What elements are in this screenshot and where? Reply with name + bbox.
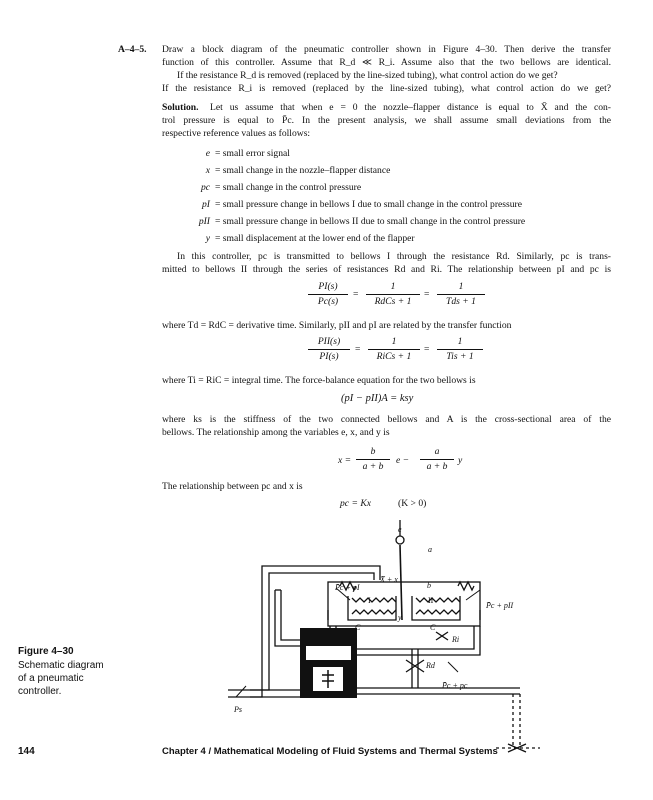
eq2-rhs-den: Tis + 1 (446, 351, 474, 362)
bellows1-label: I (368, 596, 371, 605)
page-number: 144 (18, 746, 35, 757)
eq2-mid-den: RiCs + 1 (376, 351, 412, 362)
def-symbol: pI (202, 199, 210, 210)
problem-line-1: Draw a block diagram of the pneumatic controller shown in Figure 4–30. Then derive the transfer (162, 44, 611, 55)
bellows2-label: II (428, 596, 434, 605)
eq1-mid-num: 1 (390, 281, 396, 292)
def-symbol: e (205, 148, 210, 159)
where-3-line-2: bellows. The relationship among the variables e, x, and y is (162, 427, 390, 438)
equals-sign: = (424, 344, 430, 355)
def-symbol: pII (198, 216, 210, 227)
def-text: = small change in the nozzle–flapper distance (215, 165, 391, 176)
def-symbol: x (205, 165, 210, 176)
eq2-lhs-den: PI(s) (319, 351, 339, 362)
eq2-mid-num: 1 (391, 336, 397, 347)
capacitance1-label: C (355, 623, 361, 632)
equals-sign: = (424, 289, 430, 300)
capacitance2-label: C (430, 623, 436, 632)
eq4-frac2-num: a (434, 446, 440, 457)
def-text: = small error signal (215, 148, 290, 159)
supply-pressure-label: Ps (234, 705, 242, 714)
equation-5-condition: (K > 0) (398, 498, 427, 509)
error-signal-label: e (398, 525, 402, 534)
equals-sign: = (353, 289, 359, 300)
figure-caption-title: Figure 4–30 (18, 646, 74, 657)
eq2-lhs-num: PII(s) (317, 336, 341, 347)
def-text: = small change in the control pressure (215, 182, 362, 193)
problem-line-4: If the resistance R_i is removed (replaced by the line-sized tubing), what control action do we get? (162, 83, 611, 94)
equation-5: pc = Kx (340, 498, 371, 509)
solution-intro-1: Let us assume that when e = 0 the nozzle–flapper distance is equal to X̄ and the con- (210, 102, 611, 113)
displacement-y-label: y (398, 613, 402, 622)
figure-caption-line: of a pneumatic (18, 673, 84, 684)
figure-caption-line: controller. (18, 686, 62, 697)
eq4-mid: e − (396, 455, 410, 466)
eq4-lhs: x = (338, 455, 352, 466)
eq4-frac1-den: a + b (362, 461, 384, 472)
problem-number: A–4–5. (118, 44, 147, 55)
nozzle-gap-label: X̄ + x (380, 575, 398, 584)
relation-text: The relationship between pc and x is (162, 481, 303, 492)
eq4-frac1-num: b (370, 446, 376, 457)
eq4-frac2-den: a + b (426, 461, 448, 472)
def-text: = small pressure change in bellows I due to small change in the control pressure (215, 199, 522, 210)
para1-line-2: mitted to bellows II through the series of resistances Rd and Ri. The relationship between pI and pc is (162, 264, 611, 275)
where-1: where Td = RdC = derivative time. Similarly, pII and pI are related by the transfer function (162, 320, 512, 331)
lever-b-label: b (427, 581, 431, 590)
solution-intro-3: respective reference values as follows: (162, 128, 311, 139)
eq2-rhs-num: 1 (457, 336, 463, 347)
bellows2-pressure-label: P̄c + pII (486, 601, 514, 610)
solution-intro-2: trol pressure is equal to P̄c. In the present analysis, we shall assume small deviations from the (162, 115, 611, 126)
resistance-rd-label: Rd (426, 661, 435, 670)
eq1-mid-den: RdCs + 1 (374, 296, 412, 307)
def-text: = small pressure change in bellows II due to small change in the control pressure (215, 216, 526, 227)
equation-3: (pI − pII)A = ksy (341, 393, 414, 404)
solution-heading: Solution. (162, 102, 199, 113)
def-text: = small displacement at the lower end of the flapper (215, 233, 415, 244)
eq1-lhs-num: PI(s) (318, 281, 338, 292)
problem-line-3: If the resistance R_d is removed (replaced by the line-sized tubing), what control action do we get? (177, 70, 558, 81)
chapter-footer: Chapter 4 / Mathematical Modeling of Fluid Systems and Thermal Systems (162, 746, 498, 757)
equals-sign: = (355, 344, 361, 355)
bellows1-pressure-label: P̄c + pI (335, 583, 360, 592)
eq1-rhs-den: Tds + 1 (446, 296, 476, 307)
output-pressure-label: P̄c + pc (442, 681, 468, 690)
where-2: where Ti = RiC = integral time. The force-balance equation for the two bellows is (162, 375, 476, 386)
def-symbol: pc (200, 182, 210, 193)
problem-line-2: function of this controller. Assume that R_d ≪ R_i. Assume also that the two bellows are identical. (162, 57, 611, 68)
where-3-line-1: where ks is the stiffness of the two connected bellows and A is the cross-sectional area of the (162, 414, 611, 425)
def-symbol: y (205, 233, 210, 244)
lever-a-label: a (428, 545, 432, 554)
eq4-tail: y (458, 455, 463, 466)
eq1-lhs-den: Pc(s) (317, 296, 339, 307)
resistance-ri-label: Ri (452, 635, 460, 644)
eq1-rhs-num: 1 (458, 281, 464, 292)
para1-line-1: In this controller, pc is transmitted to bellows I through the resistance Rd. Similarly, pc is trans- (177, 251, 611, 262)
figure-caption-line: Schematic diagram (18, 660, 104, 671)
